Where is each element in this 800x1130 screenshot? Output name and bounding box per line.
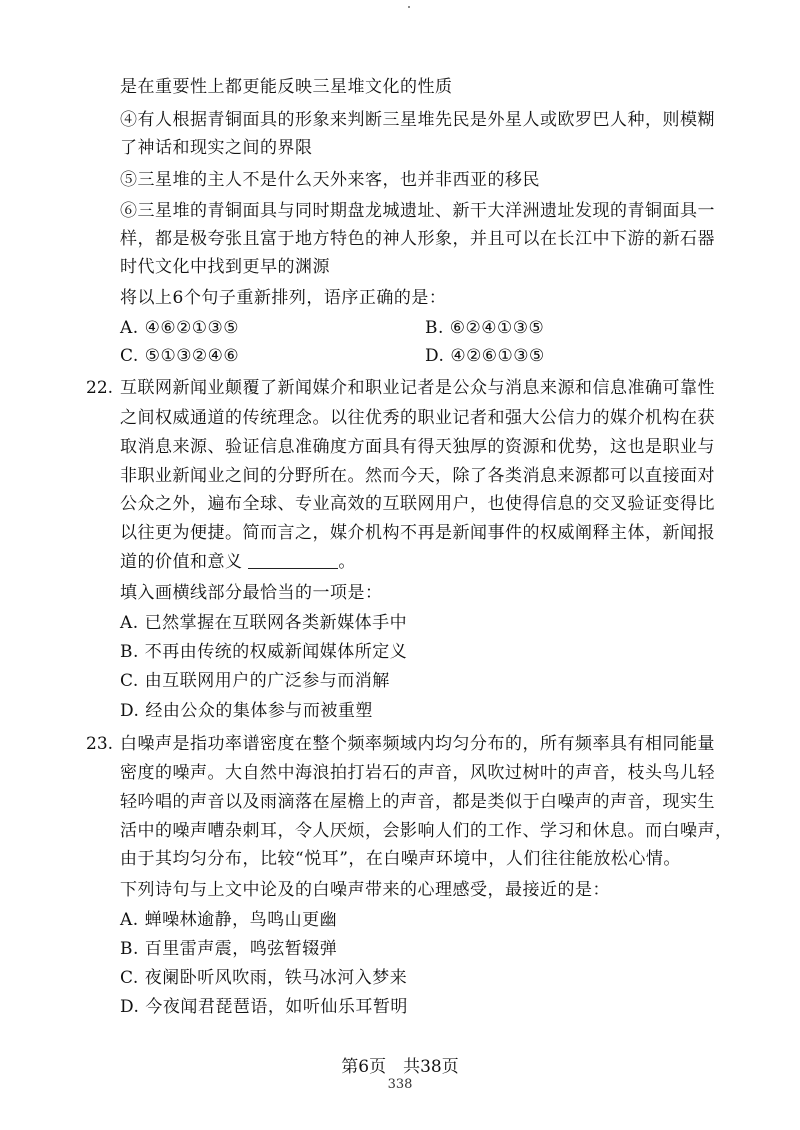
scan-speck: [408, 6, 410, 8]
q23-text-line: 活中的噪声嘈杂刺耳，令人厌烦，会影响人们的工作、学习和休息。而白噪声，: [120, 821, 733, 841]
q22-text-line: 取消息来源、验证信息准确度方面具有得天独厚的资源和优势，这也是职业与: [120, 437, 715, 457]
q23-option-d[interactable]: D. 今夜闻君琵琶语，如听仙乐耳暂明: [120, 997, 408, 1017]
q22-option-d[interactable]: D. 经由公众的集体参与而被重塑: [120, 701, 373, 721]
q23-text-line: 白噪声是指功率谱密度在整个频率频域内均匀分布的，所有频率具有相同能量: [120, 734, 715, 754]
q21-sentence-4: ④有人根据青铜面具的形象来判断三星堆先民是外星人或欧罗巴人种，则模糊: [120, 110, 715, 130]
q21-option-b[interactable]: B. ⑥②④①③⑤: [425, 318, 545, 338]
q23-text-line: 轻吟唱的声音以及雨滴落在屋檐上的声音，都是类似于白噪声的声音，现实生: [120, 792, 715, 812]
q21-sentence-6: ⑥三星堆的青铜面具与同时期盘龙城遗址、新干大洋洲遗址发现的青铜面具一: [120, 201, 715, 221]
q22-option-b[interactable]: B. 不再由传统的权威新闻媒体所定义: [120, 642, 408, 662]
q22-text-line: 公众之外，遍布全球、专业高效的互联网用户，也使得信息的交叉验证变得比: [120, 494, 715, 514]
q21-option-a[interactable]: A. ④⑥②①③⑤: [120, 318, 240, 338]
q22-text-line: 非职业新闻业之间的分野所在。然而今天，除了各类消息来源都可以直接面对: [120, 466, 715, 486]
q22-text-line: 互联网新闻业颠覆了新闻媒介和职业记者是公众与消息来源和信息准确可靠性: [120, 378, 715, 398]
q22-prompt: 填入画横线部分最恰当的一项是：: [120, 583, 383, 603]
q23-option-b[interactable]: B. 百里雷声震，鸣弦暂辍弹: [120, 939, 338, 959]
q21-sentence-6-cont: 样，都是极夸张且富于地方特色的神人形象，并且可以在长江中下游的新石器: [120, 229, 715, 249]
q22-period: 。: [338, 552, 356, 572]
q22-option-a[interactable]: A. 已然掌握在互联网各类新媒体手中: [120, 613, 408, 633]
q21-sentence-4-cont: 了神话和现实之间的界限: [120, 138, 313, 158]
q21-option-d[interactable]: D. ④②⑥①③⑤: [425, 346, 545, 366]
q23-text-line: 密度的噪声。大自然中海浪拍打岩石的声音，风吹过树叶的声音，枝头鸟儿轻: [120, 763, 715, 783]
q23-option-c[interactable]: C. 夜阑卧听风吹雨，铁马冰河入梦来: [120, 968, 408, 988]
q22-option-c[interactable]: C. 由互联网用户的广泛参与而消解: [120, 671, 390, 691]
q22-text-line: 之间权威通道的传统理念。以往优秀的职业记者和强大公信力的媒介机构在获: [120, 408, 715, 428]
q23-prompt: 下列诗句与上文中论及的白噪声带来的心理感受，最接近的是：: [120, 880, 610, 900]
print-page-number: 338: [387, 1077, 413, 1092]
page-counter: 第6页 共38页: [341, 1057, 459, 1077]
question-number: 23.: [86, 734, 114, 754]
question-number: 22.: [86, 378, 114, 398]
q22-text-line-with-blank: [120, 550, 356, 574]
q21-text-line: 是在重要性上都更能反映三星堆文化的性质: [120, 77, 453, 97]
q22-text-before-blank: 道的价值和意义: [120, 552, 243, 572]
q23-option-a[interactable]: A. 蝉噪林逾静，鸟鸣山更幽: [120, 910, 338, 930]
q21-prompt: 将以上6个句子重新排列，语序正确的是：: [120, 288, 447, 308]
q21-sentence-6-cont: 时代文化中找到更早的渊源: [120, 257, 330, 277]
q22-text-line: 以往更为便捷。简而言之，媒介机构不再是新闻事件的权威阐释主体，新闻报: [120, 523, 715, 543]
q21-sentence-5: ⑤三星堆的主人不是什么天外来客，也并非西亚的移民: [120, 170, 540, 190]
answer-blank: [248, 552, 338, 569]
q23-text-line: 由于其均匀分布，比较“悦耳”，在白噪声环境中，人们往往能放松心情。: [120, 849, 681, 869]
q21-option-c[interactable]: C. ⑤①③②④⑥: [120, 346, 240, 366]
